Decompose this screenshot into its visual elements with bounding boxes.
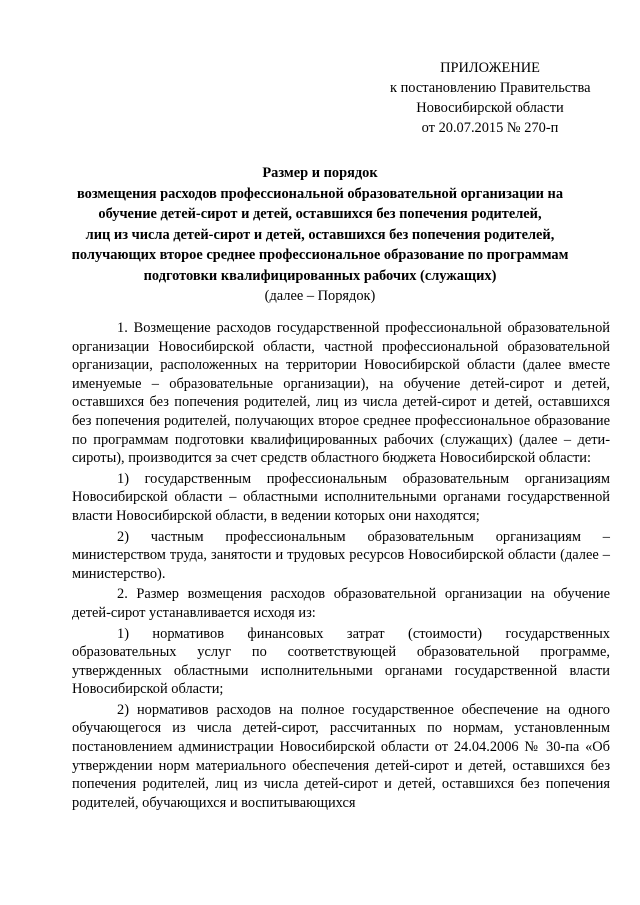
appendix-line-1: к постановлению Правительства [390, 80, 591, 96]
appendix-line-3: от 20.07.2015 № 270-п [421, 120, 559, 136]
paragraph: 2. Размер возмещения расходов образовательной организации на обучение детей-сирот устанавливается исходя из: [72, 586, 610, 621]
appendix-line-2: Новосибирской области [416, 100, 564, 116]
title-note: (далее – Порядок) [264, 288, 376, 304]
title-line: лиц из числа детей-сирот и детей, оставшихся без попечения родителей, [85, 226, 555, 243]
paragraph: 2) частным профессиональным образовательным организациям – министерством труда, занятости и трудовых ресурсов Новосибирской области (далее – министерство). [72, 528, 610, 582]
paragraph: 1) государственным профессиональным образовательным организациям Новосибирской области – областными исполнительными органами государственной власти Новосибирской области, в ведении которых они находятся; [72, 470, 610, 524]
title-line: возмещения расходов профессиональной образовательной организации на [76, 185, 564, 202]
title-line: Размер и порядок [262, 165, 378, 181]
title-line: получающих второе среднее профессиональное образование по программам [71, 247, 569, 263]
paragraph: 1) нормативов финансовых затрат (стоимости) государственных образовательных услуг по соответствующей образовательной программе, утвержденных областными исполнительными органами государственной власти Новосибирской области; [72, 625, 610, 698]
title-line: подготовки квалифицированных рабочих (служащих) [143, 267, 497, 284]
appendix-label: ПРИЛОЖЕНИЕ [440, 60, 540, 76]
document-body [72, 319, 610, 814]
paragraph: 1. Возмещение расходов государственной профессиональной образовательной организации Новосибирской области, частной профессиональной образовательной организации, расположенных на территории Новосибирской области (далее вместе именуемые – образовательные организации), на обучение детей-сирот и детей, оставшихся без попечения родителей, лиц из числа детей-сирот и детей, оставшихся без попечения родителей, получающих второе среднее профессиональное образование по программам подготовки квалифицированных рабочих (служащих) (далее – дети-сироты), производится за счет средств областного бюджета Новосибирской области: [72, 320, 610, 467]
paragraph: 2) нормативов расходов на полное государственное обеспечение на одного обучающегося из числа детей-сирот, рассчитанных по нормам, установленным постановлением администрации Новосибирской области от 24.04.2006 № 30-па «Об утверждении норм материального обеспечения детей-сирот и детей, оставшихся без попечения родителей, лиц из числа детей-сирот и детей, оставшихся без попечения родителей, обучающихся и воспитывающихся [72, 701, 610, 811]
document-title [60, 163, 580, 307]
title-line: обучение детей-сирот и детей, оставшихся без попечения родителей, [98, 206, 542, 222]
appendix-header [390, 58, 590, 138]
